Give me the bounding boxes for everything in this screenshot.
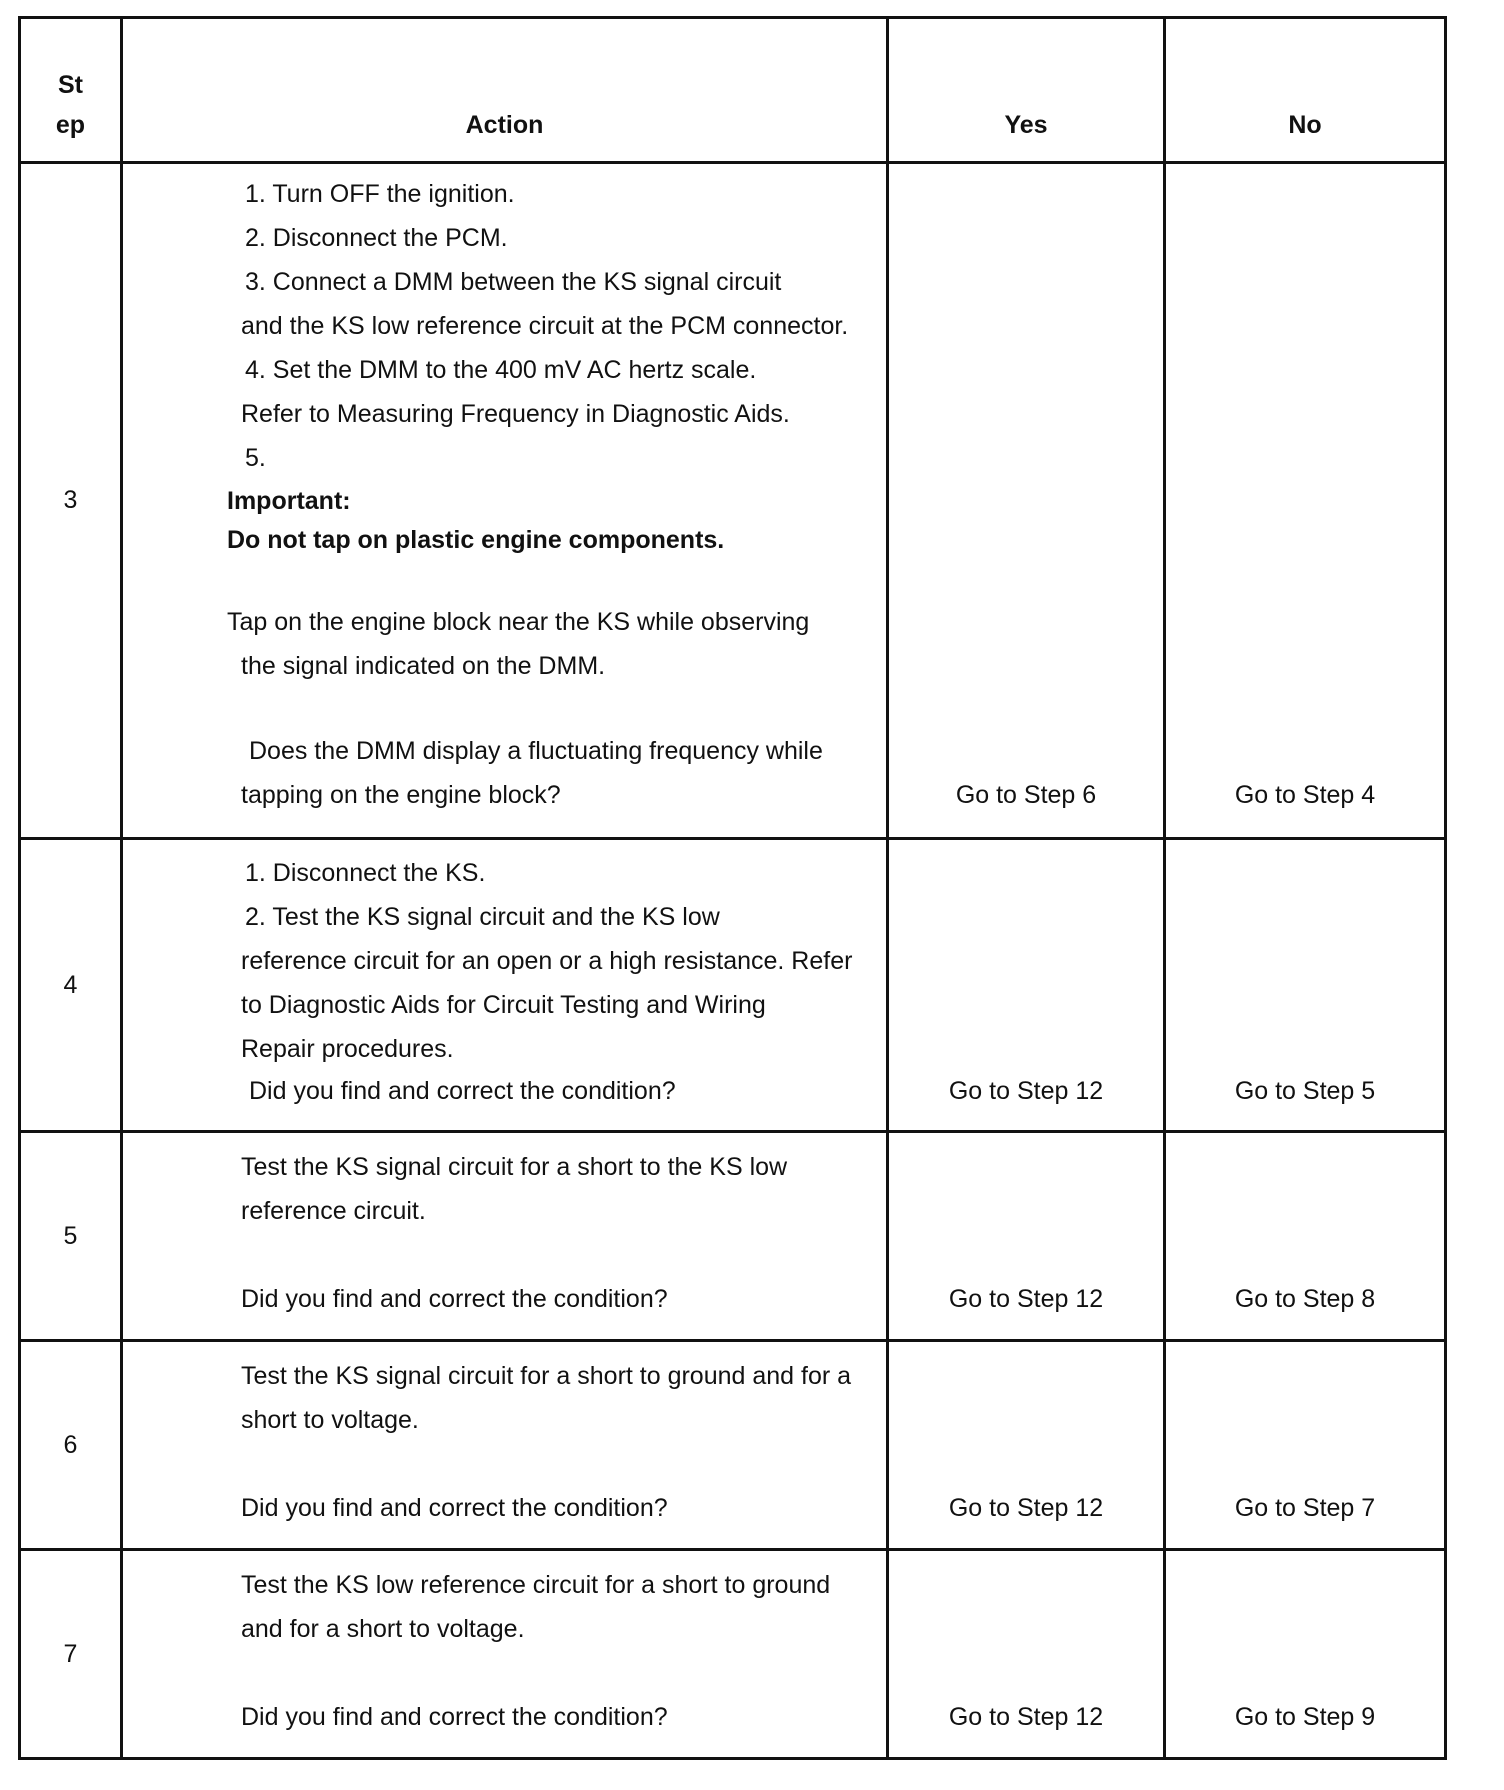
yes-cell	[888, 1550, 1165, 1759]
no-cell	[1165, 1550, 1446, 1759]
action-line: Test the KS low reference circuit for a short to ground	[241, 1571, 831, 1599]
action-cell	[122, 839, 888, 1132]
action-line: Refer to Measuring Frequency in Diagnostic Aids.	[241, 400, 790, 428]
question-line: tapping on the engine block?	[241, 781, 561, 809]
important-note: Do not tap on plastic engine components.	[227, 526, 725, 554]
yes-result: Go to Step 12	[948, 1703, 1104, 1731]
action-line: and the KS low reference circuit at the PCM connector.	[241, 312, 849, 340]
no-cell	[1165, 163, 1446, 839]
action-line: 1. Disconnect the KS.	[245, 859, 486, 887]
action-line: short to voltage.	[241, 1406, 419, 1434]
question-line: Does the DMM display a fluctuating frequency while	[249, 737, 823, 765]
header-row	[20, 18, 1446, 163]
step-number: 3	[20, 163, 122, 839]
action-line: Tap on the engine block near the KS while observing	[227, 608, 810, 636]
header-step: St ep	[20, 18, 122, 163]
action-line: reference circuit for an open or a high resistance. Refer	[241, 947, 853, 975]
no-cell	[1165, 1341, 1446, 1550]
no-result: Go to Step 4	[1234, 781, 1376, 809]
header-action: Action	[122, 18, 888, 163]
no-result: Go to Step 5	[1234, 1077, 1376, 1105]
no-cell	[1165, 839, 1446, 1132]
action-line: 5.	[245, 444, 266, 472]
action-line: 1. Turn OFF the ignition.	[245, 180, 515, 208]
yes-cell	[888, 839, 1165, 1132]
question-line: Did you find and correct the condition?	[249, 1077, 676, 1105]
action-cell	[122, 163, 888, 839]
table-row	[20, 839, 1446, 1132]
action-cell	[122, 1550, 888, 1759]
yes-cell	[888, 1132, 1165, 1341]
header-no: No	[1165, 18, 1446, 163]
table-row	[20, 163, 1446, 839]
action-line: Test the KS signal circuit for a short to ground and for a	[241, 1362, 852, 1390]
no-result: Go to Step 9	[1234, 1703, 1376, 1731]
yes-result: Go to Step 12	[948, 1494, 1104, 1522]
action-line: the signal indicated on the DMM.	[241, 652, 606, 680]
no-cell	[1165, 1132, 1446, 1341]
no-result: Go to Step 7	[1234, 1494, 1376, 1522]
action-line: Repair procedures.	[241, 1035, 454, 1063]
step-number: 5	[20, 1132, 122, 1341]
action-line: 2. Disconnect the PCM.	[245, 224, 508, 252]
step-number: 7	[20, 1550, 122, 1759]
yes-cell	[888, 163, 1165, 839]
action-line: reference circuit.	[241, 1197, 426, 1225]
action-line: to Diagnostic Aids for Circuit Testing and Wiring	[241, 991, 766, 1019]
action-cell	[122, 1341, 888, 1550]
yes-result: Go to Step 12	[948, 1077, 1104, 1105]
table-row	[20, 1341, 1446, 1550]
no-result: Go to Step 8	[1234, 1285, 1376, 1313]
action-line: 4. Set the DMM to the 400 mV AC hertz scale.	[245, 356, 757, 384]
step-number: 6	[20, 1341, 122, 1550]
action-line: 2. Test the KS signal circuit and the KS low	[245, 903, 720, 931]
action-line: and for a short to voltage.	[241, 1615, 525, 1643]
important-label: Important:	[227, 487, 351, 515]
action-line: Test the KS signal circuit for a short to the KS low	[241, 1153, 788, 1181]
question-line: Did you find and correct the condition?	[241, 1494, 668, 1522]
diagnostic-table	[18, 16, 1447, 1760]
action-cell	[122, 1132, 888, 1341]
table-row	[20, 1550, 1446, 1759]
question-line: Did you find and correct the condition?	[241, 1285, 668, 1313]
action-line: 3. Connect a DMM between the KS signal circuit	[245, 268, 782, 296]
question-line: Did you find and correct the condition?	[241, 1703, 668, 1731]
yes-cell	[888, 1341, 1165, 1550]
header-yes: Yes	[888, 18, 1165, 163]
step-number: 4	[20, 839, 122, 1132]
yes-result: Go to Step 12	[948, 1285, 1104, 1313]
table-row	[20, 1132, 1446, 1341]
yes-result: Go to Step 6	[955, 781, 1097, 809]
